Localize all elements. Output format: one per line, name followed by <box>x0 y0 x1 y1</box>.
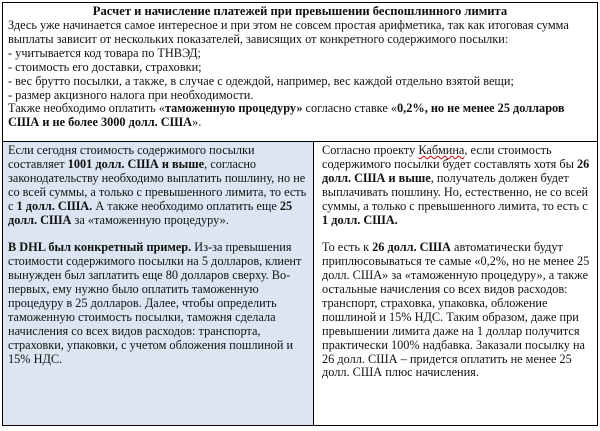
dhl-example-paragraph: В DHL был конкретный пример. Из-за превышения стоимости содержимого посылки на 5 долларов, клиент вынужден был заплатить еще 80 долларов сверху. Во-первых, ему нужно было оплатить таможенную процедуру в 25 долларов. Далее, чтобы определить таможенную стоимость посылки, таможня сделала начисления со всех видов расходов: транспорта, страховки, упаковки, с учетом обложения пошлиной и 15% НДС. <box>8 240 302 366</box>
intro-paragraph: Здесь уже начинается самое интересное и при этом не совсем простая арифметика, так как итоговая сумма выплаты зависит от нескольких показателей, зависящих от конкретного содержимого посылки: <box>8 18 569 46</box>
intro-section <box>3 19 597 130</box>
bullet-item: - учитывается код товара по ТНВЭД; <box>8 45 201 60</box>
fee-paragraph: Также необходимо оплатить «таможенную процедуру» согласно ставке «0,2%, но не менее 25 долларов США и не более 3000 долл. США». <box>8 101 565 130</box>
surcharge-paragraph: То есть к 26 долл. США автоматически будут приплюсовываться те самые «0,2%, но не менее 25 долл. США» за «таможенную процедуру», а также остальные начисления со всех видов расходов: транспорт, страховка, упаковка, обложение пошлиной и 15% НДС. Таким образом, даже при превышении лимита даже на 1 доллар получится практически 100% надбавка. Заказали посылку на 26 долл. США – придется оплатить не менее 25 долл. США плюс начисления. <box>322 240 590 380</box>
document-table <box>2 2 598 426</box>
current-rules-cell <box>3 142 314 425</box>
bullet-item: - вес брутто посылки, а также, в случае с одеждой, например, вес каждой отдельно взятой вещи; <box>8 73 514 88</box>
current-rules-paragraph: Если сегодня стоимость содержимого посылки составляет 1001 долл. США и выше, согласно законодательству необходимо выплатить пошлину, но не со всей суммы, а только с превышенного лимита, то есть с 1 долл. США. А также необходимо оплатить еще 25 долл. США за «таможенную процедуру». <box>8 143 307 227</box>
spellcheck-word: Кабмина <box>418 143 465 157</box>
bullet-item: - размер акцизного налога при необходимости. <box>8 87 254 102</box>
comparison-columns <box>3 141 597 425</box>
draft-rules-paragraph: Согласно проекту Кабмина, если стоимость содержимого посылки будет составлять хотя бы 26 долл. США и выше, получатель должен будет выплачивать пошлину. Но, естественно, не со всей суммы, а только с превышенного лимита, то есть с 1 долл. США. <box>322 143 590 227</box>
document-title: Расчет и начисление платежей при превышении беспошлинного лимита <box>92 4 508 18</box>
draft-rules-cell <box>314 142 597 425</box>
bullet-item: - стоимость его доставки, страховки; <box>8 59 202 74</box>
